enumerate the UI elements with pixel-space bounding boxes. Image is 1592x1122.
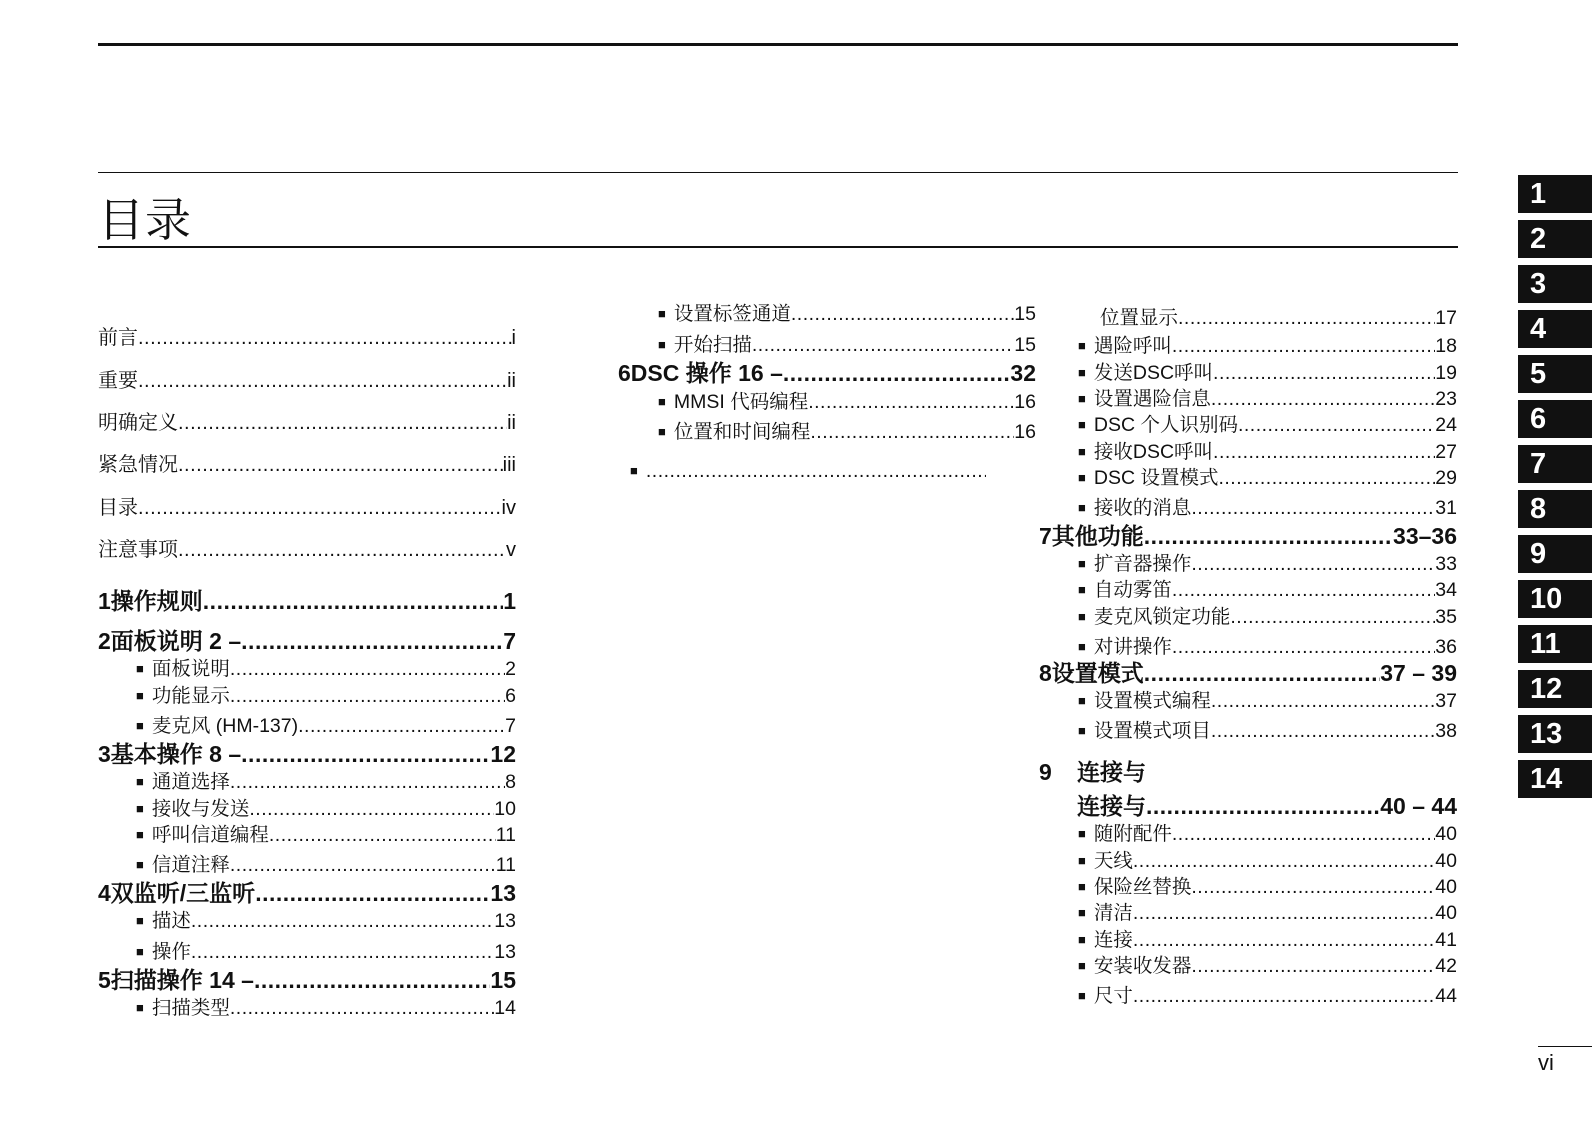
toc-chapter-1[interactable]: 1 操作规则 ..... 1 (98, 583, 516, 616)
toc-item[interactable]: ■ 接收DSC呼叫 ..... 27 (1078, 436, 1457, 464)
bullet-icon: ■ (1078, 988, 1086, 1003)
toc-item[interactable]: ■ 麦克风锁定功能 ..... 35 (1078, 601, 1457, 629)
bullet-icon: ■ (136, 857, 144, 872)
toc-item[interactable]: ■ DSC 个人识别码 ..... 24 (1078, 409, 1457, 437)
toc-item-empty[interactable] (630, 460, 986, 483)
bullet-icon: ■ (1078, 905, 1086, 920)
toc-item[interactable]: ■ 设置标签通道 ..... 15 (658, 298, 1036, 326)
toc-chapter-6[interactable]: 6 DSC 操作 16 – ..... 32 (618, 355, 1036, 388)
bullet-icon: ■ (1078, 582, 1086, 597)
toc-item[interactable]: ■ 位置和时间编程 ..... 16 (658, 416, 1036, 444)
page-number-rule (1538, 1046, 1592, 1047)
toc-item[interactable]: ■ 通道选择 ..... 8 (136, 766, 516, 794)
toc-item[interactable]: ■ 描述 ..... 13 (136, 905, 516, 933)
bullet-icon: ■ (1078, 639, 1086, 654)
bullet-icon: ■ (1078, 723, 1086, 738)
bullet-icon: ■ (1078, 470, 1086, 485)
toc-entry-important[interactable]: 重要 ..... ii (98, 364, 516, 393)
toc-item[interactable]: ■ 连接 ..... 41 (1078, 924, 1457, 952)
chapter-tab[interactable]: 12 (1518, 670, 1592, 708)
bullet-icon: ■ (658, 337, 666, 352)
toc-item[interactable]: ■ 信道注释 ..... 11 (136, 849, 516, 877)
toc-chapter-5[interactable]: 5 扫描操作 14 – ..... 15 (98, 962, 516, 995)
bullet-icon: ■ (658, 306, 666, 321)
toc-item[interactable]: ■ 呼叫信道编程 ..... 11 (136, 819, 516, 847)
toc-item[interactable]: ■ 设置遇险信息 ..... 23 (1078, 383, 1457, 411)
bullet-icon: ■ (1078, 693, 1086, 708)
toc-entry-contents[interactable]: 目录 ..... iv (98, 491, 516, 520)
toc-item[interactable]: ■ 遇险呼叫 ..... 18 (1078, 330, 1457, 358)
toc-item[interactable]: ■ 接收的消息 ..... 31 (1078, 492, 1457, 520)
toc-item[interactable]: ■ 随附配件 ..... 40 (1078, 818, 1457, 846)
chapter-tab[interactable]: 4 (1518, 310, 1592, 348)
toc-item[interactable]: ■ 对讲操作 ..... 36 (1078, 631, 1457, 659)
toc-entry-precautions[interactable]: 注意事项 ..... v (98, 533, 516, 562)
bullet-icon: ■ (1078, 417, 1086, 432)
toc-chapter-3[interactable]: 3 基本操作 8 – ..... 12 (98, 736, 516, 769)
toc-item[interactable]: ■ 天线 ..... 40 (1078, 845, 1457, 873)
toc-item[interactable]: ■ 设置模式编程 ..... 37 (1078, 685, 1457, 713)
toc-item[interactable]: ■ 接收与发送 ..... 10 (136, 793, 516, 821)
bullet-icon: ■ (1078, 932, 1086, 947)
toc-item[interactable]: ■ 扫描类型 ..... 14 (136, 992, 516, 1020)
chapter-tab[interactable]: 1 (1518, 175, 1592, 213)
toc-item[interactable]: ■ DSC 设置模式 ..... 29 (1078, 462, 1457, 490)
chapter-tab[interactable]: 6 (1518, 400, 1592, 438)
toc-item[interactable]: ■ 扩音器操作 ..... 33 (1078, 548, 1457, 576)
bullet-icon: ■ (136, 718, 144, 733)
toc-item[interactable]: ■ 操作 ..... 13 (136, 936, 516, 964)
bullet-icon: ■ (1078, 365, 1086, 380)
toc-item[interactable]: ■ 开始扫描 ..... 15 (658, 329, 1036, 357)
bullet-icon: ■ (1078, 826, 1086, 841)
page-title: 目录 (98, 194, 192, 246)
chapter-tab[interactable]: 9 (1518, 535, 1592, 573)
bullet-icon: ■ (630, 463, 638, 478)
bullet-icon: ■ (1078, 500, 1086, 515)
toc-entry-emergency[interactable]: 紧急情况 ..... iii (98, 448, 516, 477)
bullet-icon: ■ (136, 801, 144, 816)
bullet-icon: ■ (136, 661, 144, 676)
bullet-icon: ■ (136, 688, 144, 703)
toc-chapter-9-title[interactable]: 连接与 ..... 40 – 44 (1077, 788, 1457, 821)
bullet-icon: ■ (136, 1000, 144, 1015)
toc-chapter-4[interactable]: 4 双监听/三监听 ..... 13 (98, 875, 516, 908)
bullet-icon: ■ (1078, 853, 1086, 868)
bullet-icon: ■ (1078, 609, 1086, 624)
chapter-tab[interactable]: 7 (1518, 445, 1592, 483)
toc-item[interactable]: ■ 面板说明 ..... 2 (136, 653, 516, 681)
toc-entry-definitions[interactable]: 明确定义 ..... ii (98, 406, 516, 435)
toc-item[interactable]: ■ 尺寸 ..... 44 (1078, 980, 1457, 1008)
toc-item[interactable]: ■ 自动雾笛 ..... 34 (1078, 574, 1457, 602)
toc-item[interactable]: ■ 清洁 ..... 40 (1078, 897, 1457, 925)
chapter-tab[interactable]: 2 (1518, 220, 1592, 258)
title-rule (98, 246, 1458, 248)
toc-chapter-2[interactable]: 2 面板说明 2 – ..... 7 (98, 623, 516, 656)
toc-chapter-8[interactable]: 8 设置模式 ..... 37 – 39 (1039, 655, 1457, 688)
toc-chapter-9[interactable]: 9 连接与 (1039, 759, 1146, 785)
bullet-icon: ■ (136, 913, 144, 928)
toc-item[interactable]: ■ 麦克风 (HM-137) ..... 7 (136, 710, 516, 738)
chapter-tabs (1518, 175, 1592, 805)
toc-entry-preface[interactable]: 前言 ..... i (98, 321, 516, 350)
chapter-tab[interactable]: 13 (1518, 715, 1592, 753)
chapter-tab[interactable]: 10 (1518, 580, 1592, 618)
chapter-tab[interactable]: 14 (1518, 760, 1592, 798)
bullet-icon: ■ (1078, 879, 1086, 894)
bullet-icon: ■ (1078, 556, 1086, 571)
bullet-icon: ■ (658, 394, 666, 409)
toc-item[interactable]: ■ 保险丝替换 ..... 40 (1078, 871, 1457, 899)
chapter-tab[interactable]: 11 (1518, 625, 1592, 663)
bullet-icon: ■ (1078, 391, 1086, 406)
toc-chapter-7[interactable]: 7 其他功能 ..... 33–36 (1039, 518, 1457, 551)
chapter-tab[interactable]: 5 (1518, 355, 1592, 393)
top-rule (98, 43, 1458, 46)
bullet-icon: ■ (136, 944, 144, 959)
chapter-tab[interactable]: 8 (1518, 490, 1592, 528)
toc-item[interactable]: ■ MMSI 代码编程 ..... 16 (658, 386, 1036, 414)
bullet-icon: ■ (136, 827, 144, 842)
toc-item[interactable]: ■ 功能显示 ..... 6 (136, 680, 516, 708)
bullet-icon: ■ (1078, 444, 1086, 459)
bullet-icon: ■ (1078, 338, 1086, 353)
bullet-icon: ■ (658, 424, 666, 439)
toc-item[interactable]: ■ 安装收发器 ..... 42 (1078, 950, 1457, 978)
page-number: vi (1538, 1050, 1554, 1075)
bullet-icon: ■ (136, 774, 144, 789)
chapter-tab[interactable]: 3 (1518, 265, 1592, 303)
toc-item[interactable]: ■ 设置模式项目 ..... 38 (1078, 715, 1457, 743)
toc-item[interactable]: 位置显示 ..... 17 (1100, 302, 1457, 330)
toc-item[interactable]: ■ 发送DSC呼叫 ..... 19 (1078, 357, 1457, 385)
header-rule (98, 172, 1458, 173)
bullet-icon: ■ (1078, 958, 1086, 973)
